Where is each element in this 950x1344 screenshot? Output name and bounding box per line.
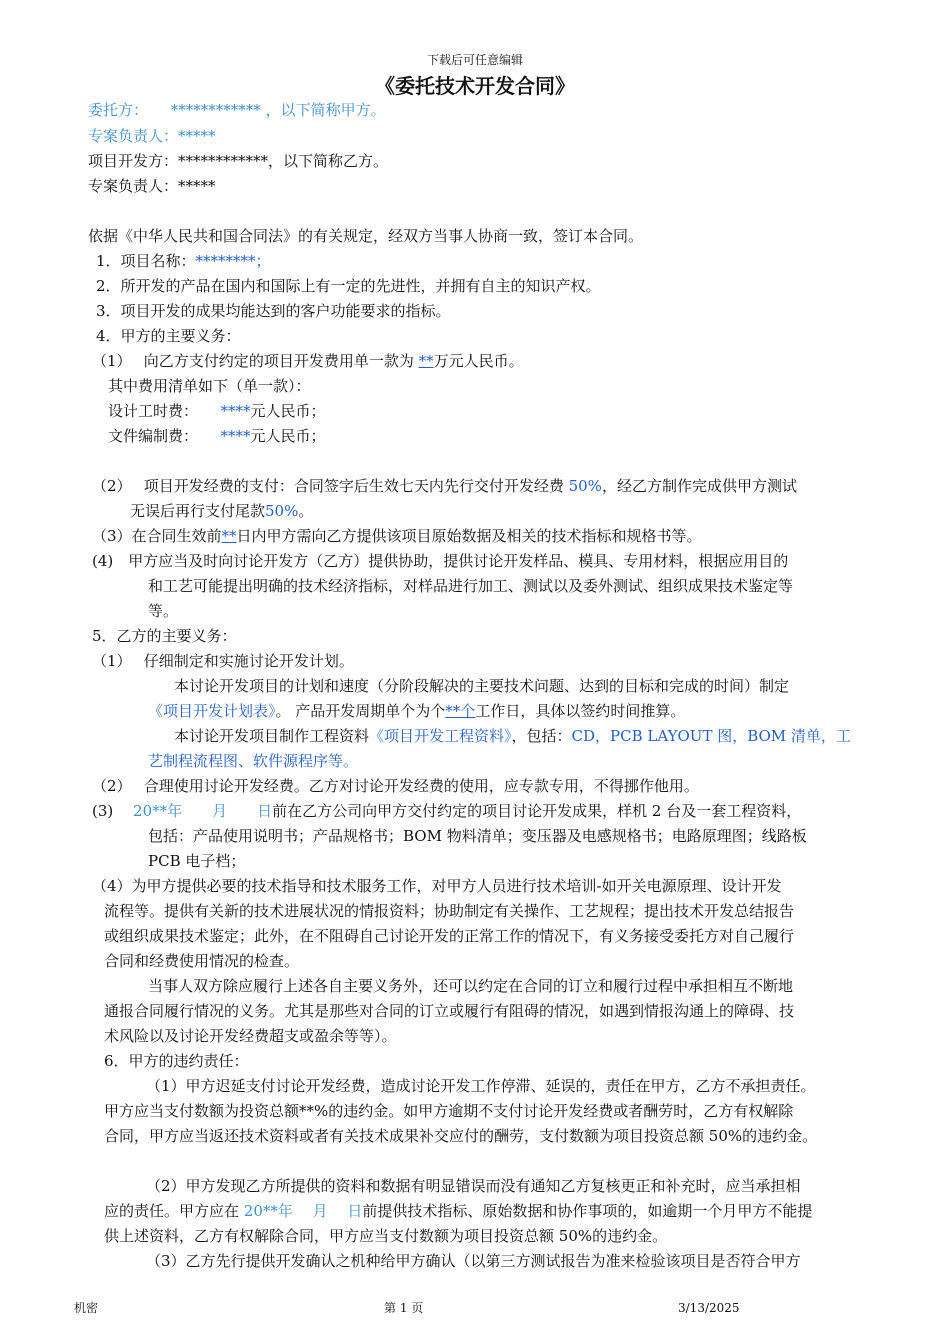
text: 日内甲方需向乙方提供该项目原始数据及相关的技术指标和规格书等。 <box>236 527 702 545</box>
client-value: ************ ，以下简称甲方。 <box>170 101 386 119</box>
section-4-heading: 4．甲方的主要义务： <box>96 327 241 345</box>
footer-date: 3/13/2025 <box>678 1301 740 1315</box>
section-4-item-4: (4) 甲方应当及时向讨论开发方（乙方）提供协助，提供讨论开发样品、模具、专用材料，根据应用目的 <box>92 552 789 570</box>
section-6-item-2-l3: 供上述资料，乙方有权解除合同，甲方应当支付数额为项目投资总额 50%的违约金。 <box>104 1227 668 1245</box>
section-5-item-1-schedule <box>148 701 685 721</box>
text: 万元人民币。 <box>433 352 524 370</box>
text: ，包括： <box>511 727 572 745</box>
deliverables-list: CD，PCB LAYOUT 图，BOM 清单，工 <box>571 727 851 745</box>
section-5-para-l1: 当事人双方除应履行上述各自主要义务外，还可以约定在合同的订立和履行过程中承担相互不断地 <box>148 977 794 995</box>
section-2: 2．所开发的产品在国内和国际上有一定的先进性，并拥有自主的知识产权。 <box>96 277 601 295</box>
text: （3）在合同生效前 <box>92 527 222 545</box>
section-6-item-2: （2）甲方发现乙方所提供的资料和数据有明显错误而没有通知乙方复核更正和补充时，应当承担相 <box>146 1177 801 1195</box>
design-fee-line <box>108 401 326 421</box>
section-5-item-3 <box>92 801 801 821</box>
fee-list-heading: 其中费用清单如下（单一款）： <box>108 377 311 395</box>
deadline-date: 20**年 月 日 <box>243 1202 363 1220</box>
text: ，经乙方制作完成供甲方测试 <box>601 477 797 495</box>
text: 无误后再行支付尾款 <box>130 502 266 520</box>
section-5-item-1-plan: 本讨论开发项目的计划和速度（分阶段解决的主要技术问题、达到的目标和完成的时间）制定 <box>174 677 790 695</box>
section-4-item-4-cont: 和工艺可能提出明确的技术经济指标，对样品进行加工、测试以及委外测试、组织成果技术鉴定等 <box>148 577 794 595</box>
amount-placeholder: ** <box>418 352 434 370</box>
download-note: 下载后可任意编辑 <box>426 53 523 67</box>
engineering-docs-link: 《项目开发工程资料》 <box>369 727 512 745</box>
percent-value: 50% <box>568 477 602 495</box>
text: 应的责任。甲方应在 <box>104 1202 244 1220</box>
text: 本讨论开发项目制作工程资料 <box>174 727 370 745</box>
section-6-heading: 6．甲方的违约责任： <box>104 1052 249 1070</box>
section-3: 3．项目开发的成果均能达到的客户功能要求的指标。 <box>96 302 451 320</box>
section-5-item-3-end: PCB 电子档； <box>148 852 246 870</box>
days-placeholder: ** <box>221 527 237 545</box>
section-1 <box>96 251 271 271</box>
section-5-item-3-cont: 包括：产品使用说明书；产品规格书；BOM 物料清单；变压器及电感规格书；电路原理图；线路板 <box>148 827 807 845</box>
section-6-item-1-l3: 合同，甲方应当返还技术资料或者有关技术成果补交应付的酬劳，支付数额为项目投资总额 50%的违约金。 <box>104 1127 818 1145</box>
section-4-item-2 <box>92 476 797 496</box>
section-5-item-4: （4）为甲方提供必要的技术指导和技术服务工作，对甲方人员进行技术培训-如开关电源原理、设计开发 <box>92 877 782 895</box>
section-5-item-4-l2: 流程等。提供有关新的技术进展状况的情报资料；协助制定有关操作、工艺规程；提出技术开发总结报告 <box>104 902 795 920</box>
section-1-label: 1．项目名称： <box>96 252 196 270</box>
section-4-item-1 <box>92 351 524 371</box>
section-5-heading: 5．乙方的主要义务： <box>92 627 237 645</box>
section-6-item-3: （3）乙方先行提供开发确认之机种给甲方确认（以第三方测试报告为准来检验该项目是否符合甲方 <box>146 1252 801 1270</box>
section-4-item-4-end: 等。 <box>148 602 179 620</box>
section-5-item-1: （1） 仔细制定和实施讨论开发计划。 <box>92 652 354 670</box>
text: （2） 项目开发经费的支付：合同签字后生效七天内先行交付开发经费 <box>92 477 569 495</box>
text: 元人民币； <box>250 402 326 420</box>
section-6-item-2-l2 <box>104 1201 812 1221</box>
design-fee-value: **** <box>220 402 251 420</box>
text: (3) <box>92 802 134 820</box>
footer-page-number: 第 1 页 <box>384 1301 424 1315</box>
developer-manager: 专案负责人：***** <box>88 177 216 195</box>
client-manager: 专案负责人：***** <box>88 127 216 145</box>
text: （1） 向乙方支付约定的项目开发费用单一款为 <box>92 352 419 370</box>
period-placeholder: **个 <box>445 702 476 720</box>
client-line <box>88 100 386 120</box>
plan-document-link: 《项目开发计划表》 <box>148 702 276 720</box>
doc-fee-value: **** <box>220 427 251 445</box>
section-5-item-4-l4: 合同和经费使用情况的检查。 <box>104 952 300 970</box>
text: 。 产品开发周期单个为个 <box>275 702 446 720</box>
section-5-item-1-docs-cont: 艺制程流程图、软件源程序等。 <box>148 752 359 770</box>
client-label: 委托方： <box>88 101 149 119</box>
section-4-item-2-cont <box>130 501 313 521</box>
text: 前提供技术指标、原始数据和协作事项的，如逾期一个月甲方不能提 <box>362 1202 813 1220</box>
doc-fee-line <box>108 426 326 446</box>
document-title: 《委托技术开发合同》 <box>375 74 575 98</box>
text: 设计工时费： <box>108 402 221 420</box>
percent-value: 50% <box>265 502 299 520</box>
section-5-item-2: （2） 合理使用讨论开发经费。乙方对讨论开发经费的使用，应专款专用，不得挪作他用。 <box>92 777 699 795</box>
footer-confidential: 机密 <box>74 1301 99 1315</box>
section-5-para-l3: 术风险以及讨论开发经费超支或盈余等等）。 <box>104 1027 397 1045</box>
section-4-item-3 <box>92 526 702 546</box>
text: 文件编制费： <box>108 427 221 445</box>
project-name-value: ********； <box>195 252 271 270</box>
section-6-item-1: （1）甲方迟延支付讨论开发经费，造成讨论开发工作停滞、延误的，责任在甲方，乙方不承担责任。 <box>146 1077 816 1095</box>
text: 元人民币； <box>250 427 326 445</box>
delivery-date: 20**年 月 日 <box>133 802 273 820</box>
intro-paragraph: 依据《中华人民共和国合同法》的有关规定，经双方当事人协商一致，签订本合同。 <box>88 227 644 245</box>
text: 。 <box>298 502 314 520</box>
section-5-item-4-l3: 或组织成果技术鉴定；此外，在不阻碍自己讨论开发的正常工作的情况下，有义务接受委托方对自己履行 <box>104 927 795 945</box>
developer-line: 项目开发方：************，以下简称乙方。 <box>88 152 389 170</box>
section-5-item-1-docs <box>174 726 851 746</box>
section-6-item-1-l2: 甲方应当支付数额为投资总额**%的违约金。如甲方逾期不支付讨论开发经费或者酬劳时，乙方有权解除 <box>104 1102 794 1120</box>
section-5-para-l2: 通报合同履行情况的义务。尤其是那些对合同的订立或履行有阻碍的情况，如遇到情报沟通上的障碍、技 <box>104 1002 795 1020</box>
text: 工作日，具体以签约时间推算。 <box>475 702 686 720</box>
text: 前在乙方公司向甲方交付约定的项目讨论开发成果，样机 2 台及一套工程资料， <box>272 802 802 820</box>
